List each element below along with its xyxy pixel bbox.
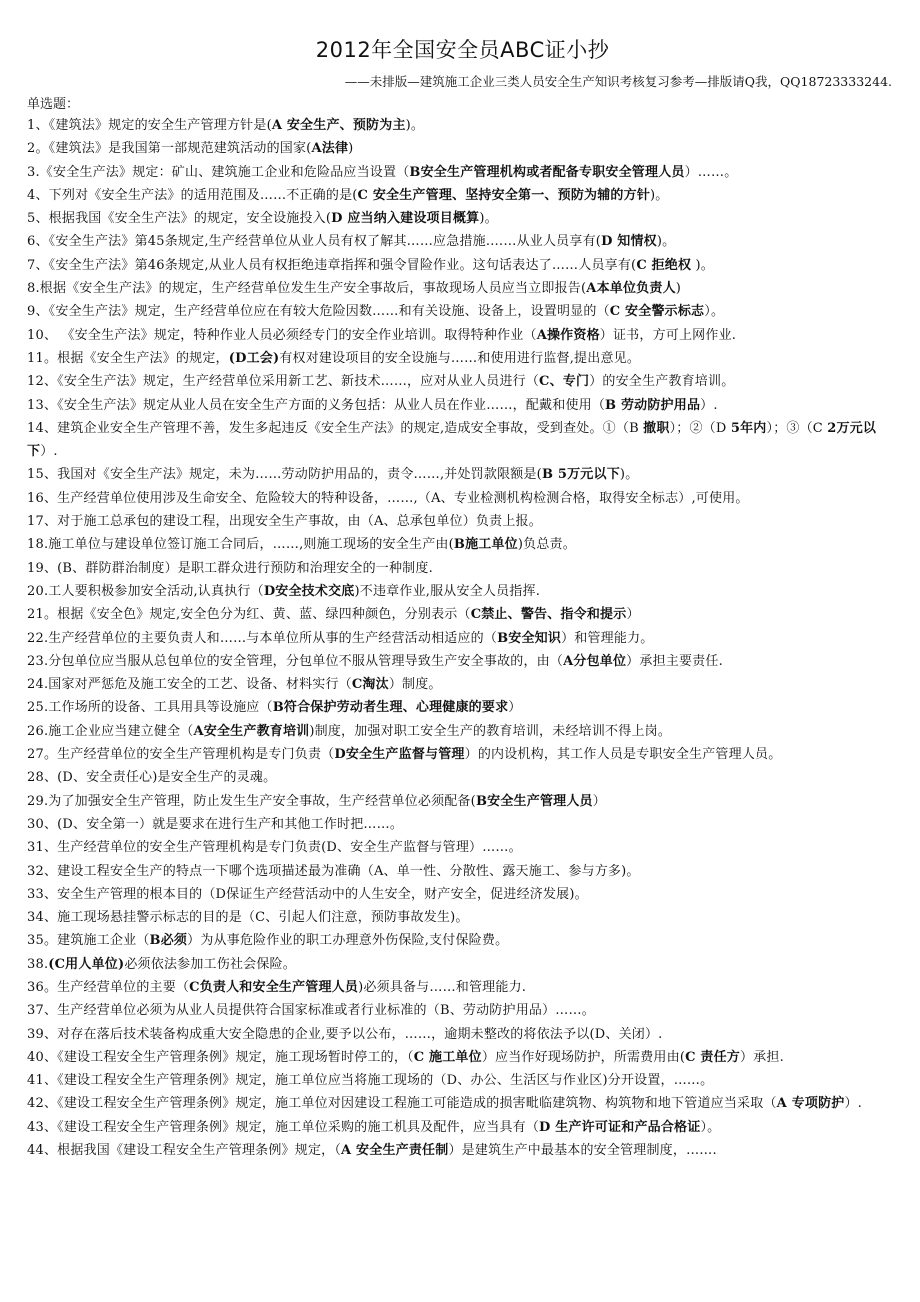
question-item bbox=[27, 463, 898, 486]
question-text: )必须具备与……和管理能力. bbox=[358, 979, 527, 995]
question-text: )。 bbox=[405, 118, 425, 133]
question-text: 1、《建筑法》规定的安全生产管理方针是( bbox=[27, 118, 272, 133]
question-text: 38. bbox=[27, 956, 49, 972]
question-text: ）和管理能力。 bbox=[561, 630, 654, 646]
question-text: 32、建设工程安全生产的特点一下哪个选项描述最为准确（A、单一性、分散性、露天施工、参与方多)。 bbox=[27, 863, 640, 879]
question-text: 18.施工单位与建设单位签订施工合同后，……,则施工现场的安全生产由( bbox=[27, 537, 454, 553]
question-item bbox=[27, 114, 898, 137]
question-item bbox=[27, 836, 898, 859]
question-text: 4、下列对《安全生产法》的适用范围及……不正确的是( bbox=[27, 187, 358, 203]
question-text: 27。生产经营单位的安全生产管理机构是专门负责（ bbox=[27, 747, 335, 763]
question-item bbox=[27, 603, 898, 626]
answer-text: 5年内 bbox=[730, 420, 767, 436]
question-text: 6、《安全生产法》第45条规定,生产经营单位从业人员有权了解其……应急措施.……从业人员享有( bbox=[27, 234, 602, 250]
question-text: 必须依法参加工伤社会保险。 bbox=[124, 956, 296, 972]
question-text: 29.为了加强安全生产管理，防止发生生产安全事故，生产经营单位必须配备( bbox=[27, 793, 476, 809]
question-text: 有权对建设项目的安全设施与……和使用进行监督,提出意见。 bbox=[279, 350, 641, 366]
question-text: 23.分包单位应当服从总包单位的安全管理，分包单位不服从管理导致生产安全事故的，由（ bbox=[27, 653, 564, 669]
question-item bbox=[27, 906, 898, 929]
question-item bbox=[27, 790, 898, 813]
answer-text: C 安全警示标志 bbox=[609, 304, 705, 320]
question-item bbox=[27, 1139, 898, 1162]
question-text: ）应当作好现场防护，所需费用由( bbox=[481, 1049, 686, 1065]
question-text: 24.国家对严惩危及施工安全的工艺、设备、材料实行（ bbox=[27, 677, 352, 693]
question-text: ）承担. bbox=[739, 1049, 784, 1065]
page-title: 2012年全国安全员ABC证小抄 bbox=[315, 38, 610, 62]
question-text: 13、《安全生产法》规定从业人员在安全生产方面的义务包括：从业人员在作业……，配戴和使用（ bbox=[27, 397, 606, 413]
question-text: 17、对于施工总承包的建设工程，出现安全生产事故，由（A、总承包单位）负责上报。 bbox=[27, 514, 542, 530]
question-item bbox=[27, 254, 898, 277]
question-text: ） bbox=[508, 700, 522, 716]
answer-text: C 施工单位 bbox=[413, 1049, 482, 1065]
question-text: )不违章作业,服从安全人员指挥. bbox=[354, 583, 541, 599]
question-text: ）……。 bbox=[684, 164, 738, 180]
question-text: 10、 《安全生产法》规定，特种作业人员必须经专门的安全作业培训。取得特种作业（ bbox=[27, 327, 537, 343]
question-item bbox=[27, 510, 898, 533]
question-item bbox=[27, 953, 898, 976]
answer-text: B 劳动防护用品 bbox=[605, 397, 701, 413]
answer-text: 撤职 bbox=[643, 420, 670, 436]
question-text: ）；②（D bbox=[669, 420, 731, 436]
question-text: )。 bbox=[691, 257, 715, 273]
question-item bbox=[27, 417, 898, 464]
question-text: 9、《安全生产法》规定，生产经营单位应在有较大危险因数……和有关设施、设备上，设置明显的（ bbox=[27, 304, 610, 320]
question-text: )。 bbox=[619, 467, 639, 483]
question-item bbox=[27, 999, 898, 1022]
answer-text: B安全知识 bbox=[497, 630, 562, 646]
answer-text: 2万元以下 bbox=[27, 420, 877, 460]
question-text: 28、(D、安全责任心)是安全生产的灵魂。 bbox=[27, 770, 277, 786]
page-subtitle: ——未排版—建筑施工企业三类人员安全生产知识考核复习参考—排版请Q我，QQ18723333244. bbox=[344, 74, 892, 89]
question-text: 33、安全生产管理的根本目的（D保证生产经营活动中的人生安全，财产安全，促进经济发展)。 bbox=[27, 886, 588, 902]
question-text: 41、《建设工程安全生产管理条例》规定，施工单位应当将施工现场的（D、办公、生活区与作业区)分开设置，……。 bbox=[27, 1073, 714, 1089]
question-text: ）；③（C bbox=[766, 420, 828, 436]
question-item bbox=[27, 720, 898, 743]
question-text: ）。 bbox=[704, 304, 725, 320]
question-text: ）为从事危险作业的职工办理意外伤保险,支付保险费。 bbox=[187, 933, 509, 949]
question-text: 31、生产经营单位的安全生产管理机构是专门负责(D、安全生产监督与管理）……。 bbox=[27, 840, 522, 856]
question-item bbox=[27, 487, 898, 510]
question-text: 40、《建设工程安全生产管理条例》规定，施工现场暂时停工的，（ bbox=[27, 1049, 414, 1065]
answer-text: D 应当纳入建设项目概算 bbox=[331, 211, 480, 227]
answer-text: (C用人单位) bbox=[48, 956, 125, 972]
question-text: 36。生产经营单位的主要（ bbox=[27, 979, 190, 995]
question-text: 8.根据《安全生产法》的规定，生产经营单位发生生产安全事故后，事故现场人员应当立即报告( bbox=[27, 281, 587, 297]
answer-text: D 知情权 bbox=[601, 234, 657, 250]
answer-text: A 安全生产、预防为主 bbox=[271, 118, 406, 133]
question-item bbox=[27, 1046, 898, 1069]
question-item bbox=[27, 1092, 898, 1115]
question-text: ）的内设机构，其工作人员是专职安全生产管理人员。 bbox=[464, 747, 782, 763]
question-text: 43、《建设工程安全生产管理条例》规定，施工单位采购的施工机具及配件，应当具有（ bbox=[27, 1119, 540, 1135]
question-text: 39、对存在落后技术装备构成重大安全隐患的企业,要予以公布，……，逾期未整改的将依法予以(D、关闭）. bbox=[27, 1026, 663, 1042]
answer-text: A分包单位 bbox=[563, 653, 627, 669]
answer-text: C 拒绝权 bbox=[636, 257, 692, 273]
answer-text: B安全生产管理机构或者配备专职安全管理人员 bbox=[409, 164, 685, 180]
question-text: 2。《建筑法》是我国第一部规范建筑活动的国家( bbox=[27, 141, 312, 157]
question-item bbox=[27, 347, 898, 370]
question-text: 34、施工现场悬挂警示标志的目的是（C、引起人们注意，预防事故发生)。 bbox=[27, 910, 469, 926]
question-text: ）是建筑生产中最基本的安全管理制度，……. bbox=[448, 1143, 717, 1159]
question-item bbox=[27, 813, 898, 836]
question-text: )。 bbox=[650, 187, 669, 203]
question-text: 42、《建设工程安全生产管理条例》规定，施工单位对因建设工程施工可能造成的损害毗临建筑物、构筑物和地下管道应当采取（ bbox=[27, 1096, 777, 1112]
question-item bbox=[27, 394, 898, 417]
question-text: 25.工作场所的设备、工具用具等设施应（ bbox=[27, 700, 273, 716]
question-text: ）。 bbox=[700, 1119, 721, 1135]
question-item bbox=[27, 976, 898, 999]
question-list bbox=[27, 114, 898, 1162]
question-text: 21。根据《安全色》规定,安全色分为红、黄、蓝、绿四种颜色，分别表示（ bbox=[27, 607, 471, 623]
question-text: 7、《安全生产法》第46条规定,从业人员有权拒绝违章指挥和强令冒险作业。这句话表达了……人员享有( bbox=[27, 257, 637, 273]
question-text: 16、生产经营单位使用涉及生命安全、危险较大的特种设备，……,（A、专业检测机构检测合格，取得安全标志）,可使用。 bbox=[27, 490, 749, 506]
answer-text: C、专门 bbox=[539, 374, 590, 390]
answer-text: A操作资格 bbox=[536, 327, 600, 343]
answer-text: B安全生产管理人员 bbox=[475, 793, 593, 809]
answer-text: C 责任方 bbox=[685, 1049, 740, 1065]
answer-text: C淘汰 bbox=[351, 677, 389, 693]
question-text: 35。建筑施工企业（ bbox=[27, 933, 150, 949]
answer-text: B施工单位 bbox=[453, 537, 518, 553]
question-text: ) bbox=[348, 141, 354, 157]
question-item bbox=[27, 557, 898, 580]
question-text: )负总责。 bbox=[517, 537, 576, 553]
answer-text: A本单位负责人 bbox=[586, 281, 676, 297]
question-item bbox=[27, 929, 898, 952]
answer-text: A 专项防护 bbox=[776, 1096, 845, 1112]
question-item bbox=[27, 860, 898, 883]
question-text: 19、(B、群防群治制度）是职工群众进行预防和治理安全的一种制度. bbox=[27, 560, 433, 576]
answer-text: A法律 bbox=[311, 141, 349, 157]
question-text: )制度，加强对职工安全生产的教育培训，未经培训不得上岗。 bbox=[309, 723, 672, 739]
question-text: ）制度。 bbox=[388, 677, 442, 693]
question-item bbox=[27, 533, 898, 556]
answer-text: D 生产许可证和产品合格证 bbox=[539, 1119, 701, 1135]
question-text: 26.施工企业应当建立健全（ bbox=[27, 723, 194, 739]
question-text: ）. bbox=[700, 397, 718, 413]
answer-text: C负责人和安全生产管理人员 bbox=[189, 979, 359, 995]
question-text: ）的安全生产教育培训。 bbox=[589, 374, 735, 390]
answer-text: A 安全生产责任制 bbox=[341, 1143, 449, 1159]
question-item bbox=[27, 370, 898, 393]
question-text: ）. bbox=[40, 444, 58, 460]
question-item bbox=[27, 184, 898, 207]
answer-text: C禁止、警告、指令和提示 bbox=[470, 607, 627, 623]
question-item bbox=[27, 1023, 898, 1046]
answer-text: B符合保护劳动者生理、心理健康的要求 bbox=[272, 700, 509, 716]
question-text: 11。根据《安全生产法》的规定， bbox=[27, 350, 229, 366]
answer-text: D安全生产监督与管理 bbox=[334, 747, 465, 763]
question-item bbox=[27, 300, 898, 323]
answer-text: D安全技术交底 bbox=[263, 583, 355, 599]
question-text: )。 bbox=[479, 211, 498, 227]
question-item bbox=[27, 673, 898, 696]
question-text: 15、我国对《安全生产法》规定，未为……劳动防护用品的，责令……,并处罚款限额是( bbox=[27, 467, 542, 483]
question-text: 22.生产经营单位的主要负责人和……与本单位所从事的生产经营活动相适应的（ bbox=[27, 630, 498, 646]
answer-text: B必须 bbox=[149, 933, 188, 949]
question-item bbox=[27, 627, 898, 650]
question-text: )。 bbox=[656, 234, 676, 250]
question-text: ）承担主要责任. bbox=[626, 653, 723, 669]
question-item bbox=[27, 230, 898, 253]
question-text: 12、《安全生产法》规定，生产经营单位采用新工艺、新技术……，应对从业人员进行（ bbox=[27, 374, 540, 390]
question-text: ） bbox=[592, 793, 606, 809]
question-item bbox=[27, 766, 898, 789]
question-item bbox=[27, 580, 898, 603]
answer-text: C 安全生产管理、坚持安全第一、预防为辅的方针 bbox=[357, 187, 651, 203]
question-text: ) bbox=[675, 281, 682, 297]
question-item bbox=[27, 1069, 898, 1092]
question-item bbox=[27, 696, 898, 719]
answer-text: (D工会) bbox=[228, 350, 280, 366]
question-item bbox=[27, 277, 898, 300]
question-text: 30、(D、安全第一）就是要求在进行生产和其他工作时把……。 bbox=[27, 816, 404, 832]
question-item bbox=[27, 207, 898, 230]
question-item bbox=[27, 883, 898, 906]
question-text: ） bbox=[626, 607, 640, 623]
question-text: 3.《安全生产法》规定：矿山、建筑施工企业和危险品应当设置（ bbox=[27, 164, 410, 180]
question-text: ）. bbox=[844, 1096, 863, 1112]
question-text: 5、根据我国《安全生产法》的规定，安全设施投入( bbox=[27, 211, 332, 227]
section-heading: 单选题： bbox=[27, 97, 80, 112]
question-text: ）证书，方可上网作业. bbox=[599, 327, 737, 343]
question-item bbox=[27, 137, 898, 160]
question-text: 44、根据我国《建设工程安全生产管理条例》规定，（ bbox=[27, 1143, 342, 1159]
question-item bbox=[27, 1116, 898, 1139]
question-item bbox=[27, 161, 898, 184]
answer-text: B 5万元以下 bbox=[541, 467, 620, 483]
question-text: 14、建筑企业安全生产管理不善，发生多起违反《安全生产法》的规定,造成安全事故，受到查处。①（B bbox=[27, 420, 644, 436]
question-text: 37、生产经营单位必须为从业人员提供符合国家标准或者行业标准的（B、劳动防护用品）……。 bbox=[27, 1003, 595, 1019]
question-text: 20.工人要积极参加安全活动,认真执行（ bbox=[27, 583, 264, 599]
answer-text: A安全生产教育培训 bbox=[193, 723, 310, 739]
question-item bbox=[27, 650, 898, 673]
question-item bbox=[27, 324, 898, 347]
question-item bbox=[27, 743, 898, 766]
